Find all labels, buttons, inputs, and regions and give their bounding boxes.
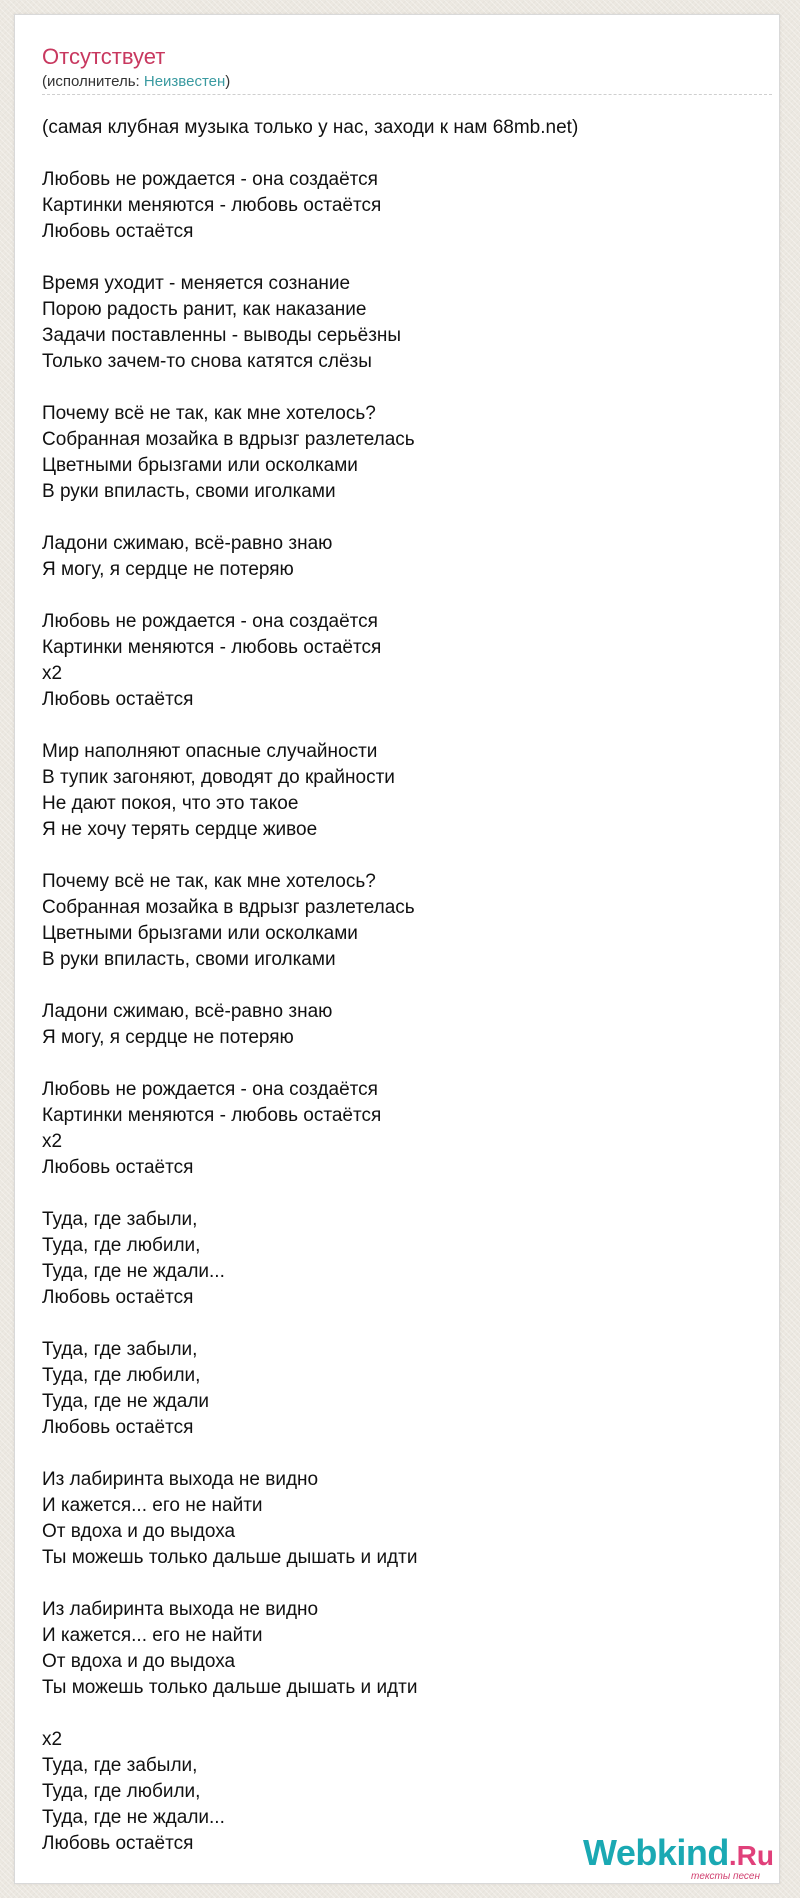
- webkind-logo: [583, 1832, 774, 1882]
- artist-link[interactable]: Неизвестен: [143, 73, 226, 90]
- artist-line: [42, 73, 230, 91]
- logo-tagline: тексты песен: [691, 1871, 760, 1882]
- lyrics-text: (самая клубная музыка только у нас, заходи к нам 68mb.net) Любовь не рождается - она создаётся Картинки меняются - любовь остаётся Любовь остаётся Время уходит - меняется сознание Порою радость ранит, как наказание Задачи поставленны - выводы серьёзны Только зачем-то снова катятся слёзы Почему всё не так, как мне хотелось? Собранная мозайка в вдрызг разлетелась Цветными брызгами или осколками В руки впиласть, своми иголками Ладони сжимаю, всё-равно знаю Я могу, я сердце не потеряю Любовь не рождается - она создаётся Картинки меняются - любовь остаётся х2 Любовь остаётся Мир наполняют опасные случайности В тупик загоняют, доводят до крайности Не дают покоя, что это такое Я не хочу терять сердце живое Почему всё не так, как мне хотелось? Собранная мозайка в вдрызг разлетелась Цветными брызгами или осколками В руки впиласть, своми иголками Ладони сжимаю, всё-равно знаю Я могу, я сердце не потеряю Любовь не рождается - она создаётся Картинки меняются - любовь остаётся х2 Любовь остаётся Туда, где забыли, Туда, где любили, Туда, где не ждали... Любовь остаётся Туда, где забыли, Туда, где любили, Туда, где не ждали Любовь остаётся Из лабиринта выхода не видно И кажется... его не найти От вдоха и до выдоха Ты можешь только дальше дышать и идти Из лабиринта выхода не видно И кажется... его не найти От вдоха и до выдоха Ты можешь только дальше дышать и идти х2 Туда, где забыли, Туда, где любили, Туда, где не ждали... Любовь остаётся: [42, 117, 579, 1854]
- artist-suffix: ): [225, 73, 231, 90]
- logo-tld: .Ru: [728, 1840, 774, 1871]
- song-title: Отсутствует: [42, 44, 166, 69]
- logo-brand: Webkind: [583, 1832, 729, 1873]
- artist-prefix: (исполнитель:: [42, 73, 144, 90]
- lyrics-card: [14, 14, 780, 1884]
- title-divider: [42, 94, 772, 95]
